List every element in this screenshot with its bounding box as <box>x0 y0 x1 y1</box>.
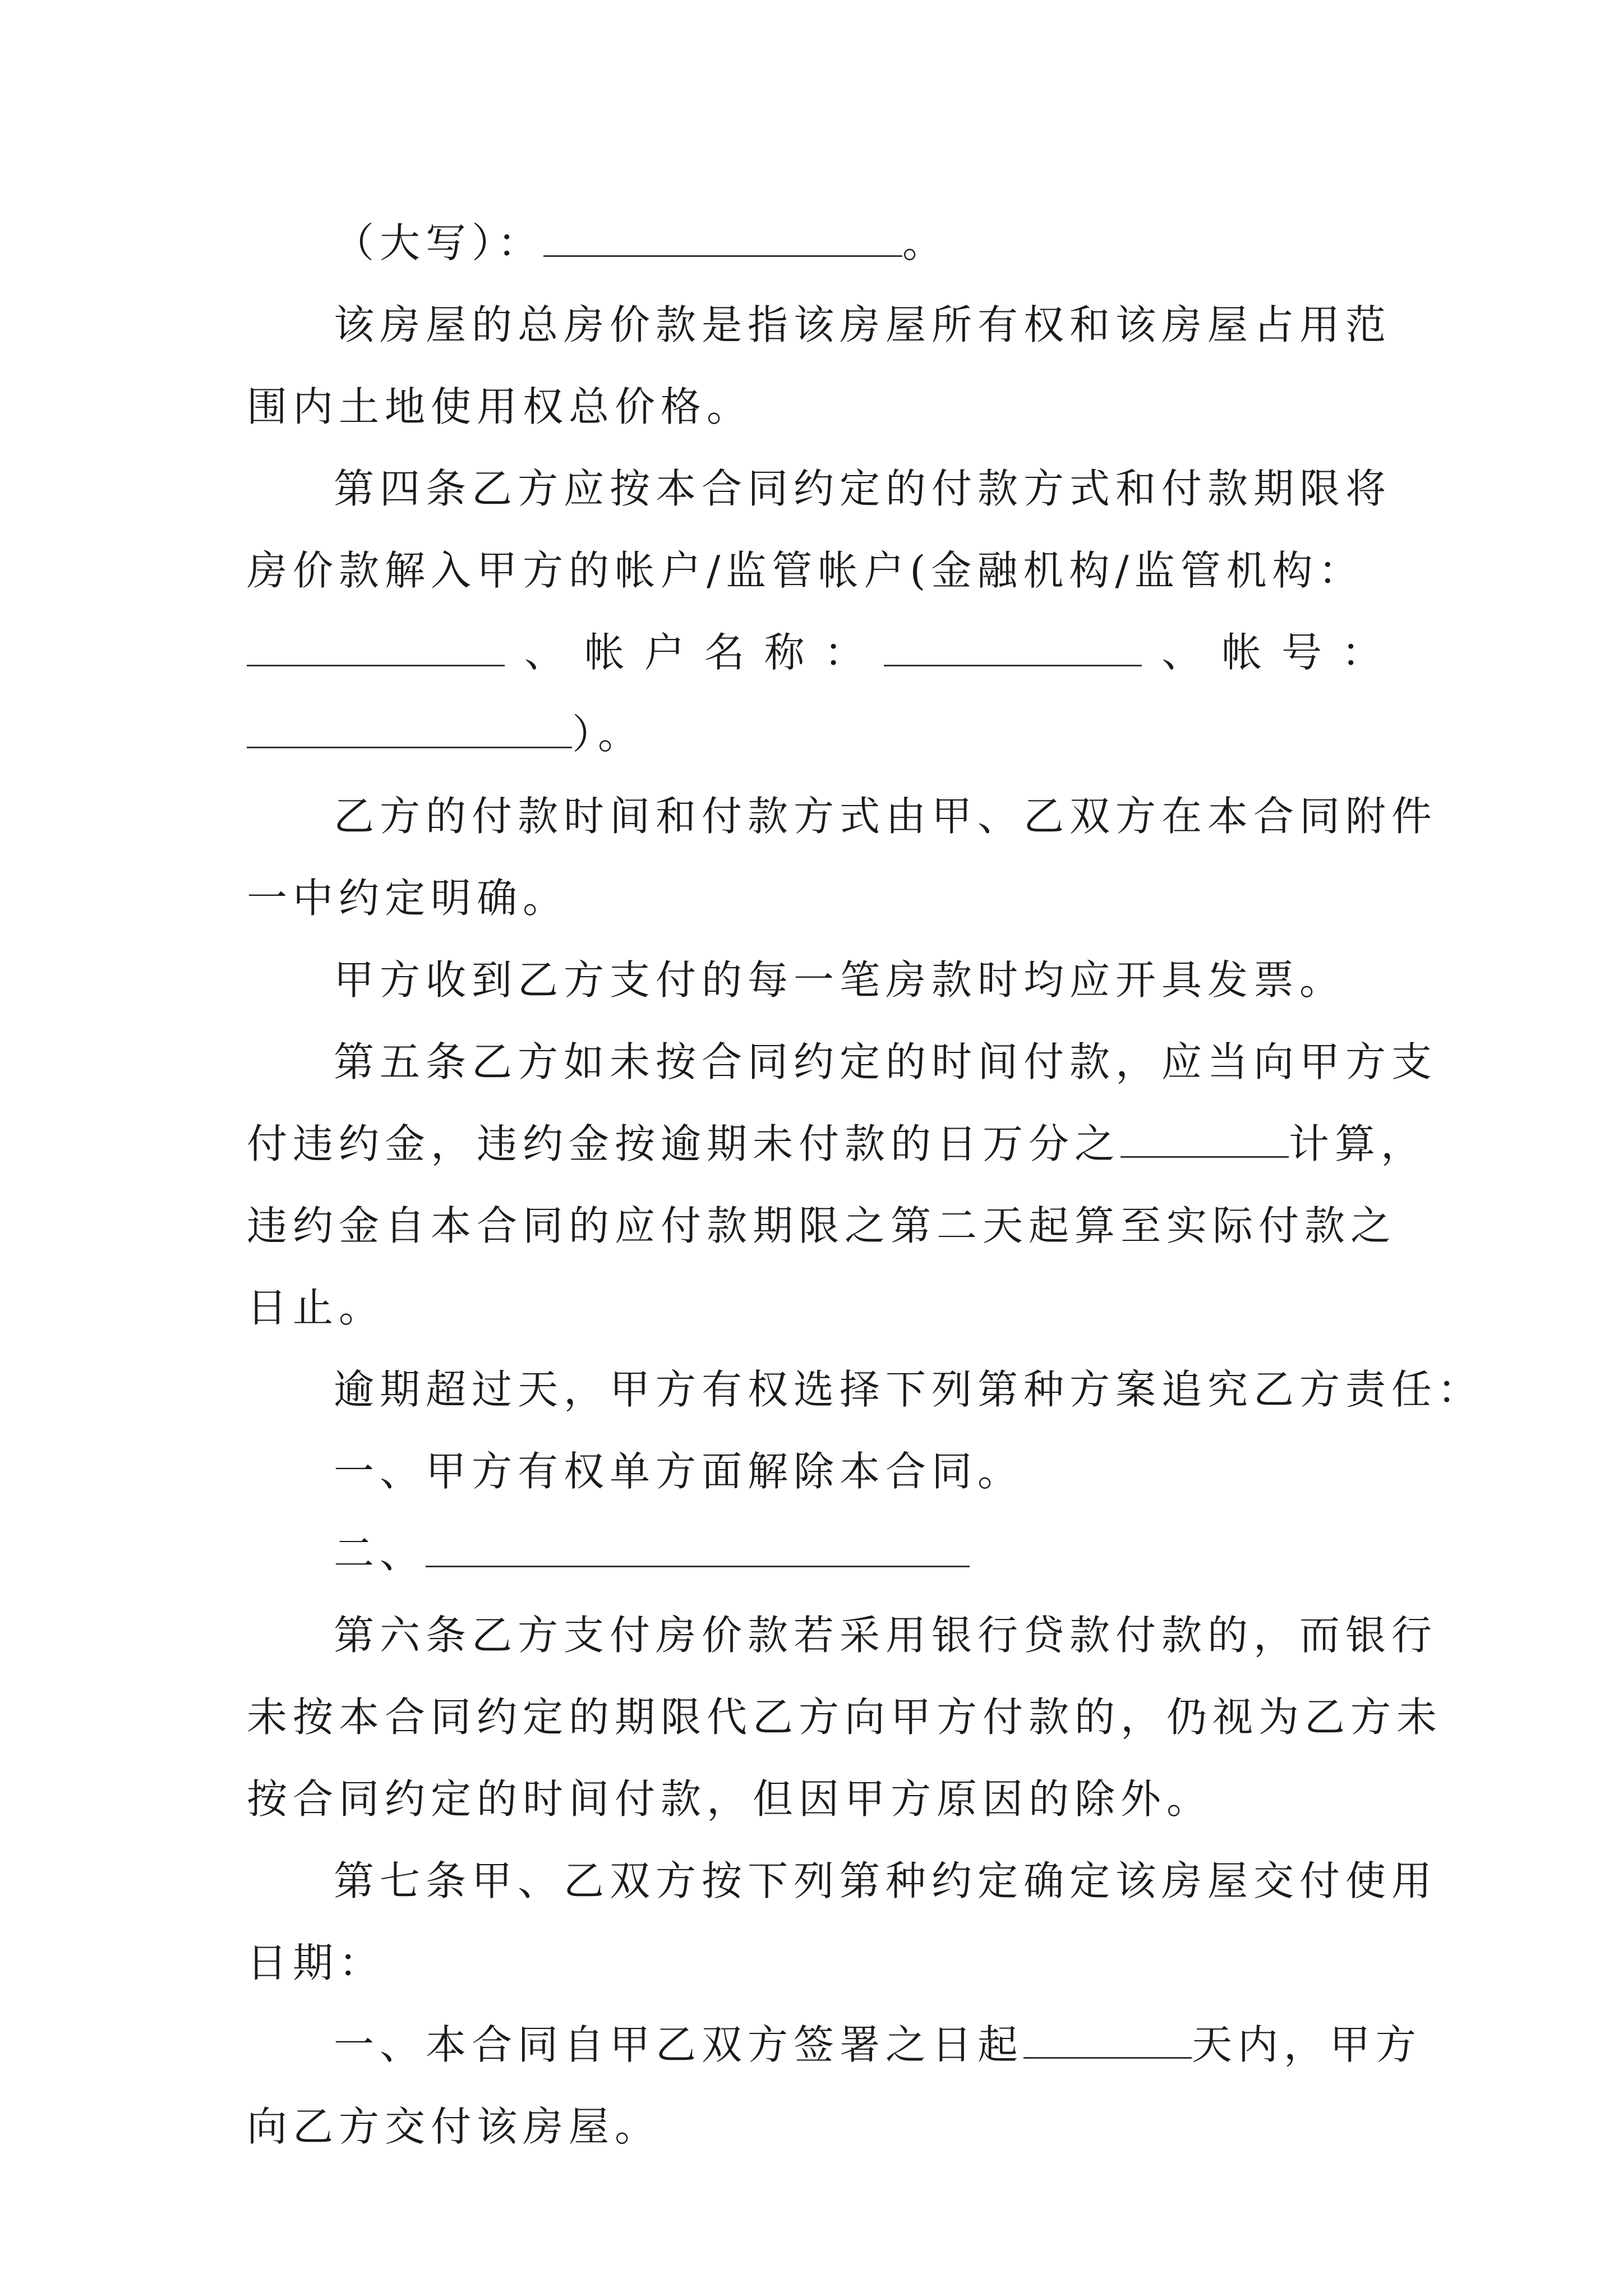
line-penalty-rate <box>247 1103 1427 1185</box>
paragraph-line: 违约金自本合同的应付款期限之第二天起算至实际付款之 <box>247 1202 1397 1249</box>
blank-field-account-number[interactable] <box>247 712 572 748</box>
text: 户 <box>644 629 685 676</box>
text: 。 <box>902 219 949 266</box>
blank-field-delivery-days[interactable] <box>1023 2022 1192 2059</box>
paragraph-line: 一中约定明确。 <box>247 875 569 922</box>
paragraph-line: 乙方的付款时间和付款方式由甲、乙双方在本合同附件 <box>334 793 1438 840</box>
text: 、 <box>524 629 565 676</box>
line-account-info <box>247 611 1382 693</box>
text: 、 <box>1161 629 1202 676</box>
paragraph-line: 逾期超过天，甲方有权选择下列第种方案追究乙方责任： <box>334 1366 1484 1413</box>
article-6-title-line: 第六条乙方支付房价款若采用银行贷款付款的，而银行 <box>334 1612 1438 1659</box>
blank-field-uppercase-amount[interactable] <box>543 220 902 257</box>
paragraph-line: 未按本合同约定的期限代乙方向甲方付款的，仍视为乙方未 <box>247 1694 1443 1741</box>
text: 一、本合同自甲乙双方签署之日起 <box>334 2021 1024 2068</box>
text: 付违约金，违约金按逾期未付款的日万分之 <box>247 1120 1121 1167</box>
line-uppercase-amount <box>247 202 1382 284</box>
contract-page <box>247 202 1484 2168</box>
line-option-two <box>247 1512 1382 1594</box>
paragraph-line: 向乙方交付该房屋。 <box>247 2103 661 2150</box>
article-7-title-line: 第七条甲、乙双方按下列第种约定确定该房屋交付使用 <box>334 1857 1438 1904</box>
blank-field-institution[interactable] <box>247 630 505 666</box>
paragraph-line: 该房屋的总房价款是指该房屋所有权和该房屋占用范 <box>334 301 1392 348</box>
text: 二、 <box>334 1530 426 1577</box>
text: 计算， <box>1289 1120 1427 1167</box>
paragraph-line: 一、甲方有权单方面解除本合同。 <box>334 1448 1024 1495</box>
paragraph-line: 房价款解入甲方的帐户/监管帐户(金融机构/监管机构： <box>247 547 1364 594</box>
text: ： <box>824 629 865 676</box>
blank-field-option-two[interactable] <box>426 1531 970 1567</box>
paragraph-line: 按合同约定的时间付款，但因甲方原因的除外。 <box>247 1775 1213 1823</box>
paragraph-line: 日止。 <box>247 1284 385 1331</box>
text: 称 <box>764 629 805 676</box>
paragraph-line: 日期： <box>247 1939 385 1986</box>
blank-field-penalty-rate[interactable] <box>1121 1121 1289 1158</box>
line-account-number <box>247 693 1382 775</box>
article-4-title-line: 第四条乙方应按本合同约定的付款方式和付款期限将 <box>334 465 1392 512</box>
text: 帐 <box>584 629 625 676</box>
line-delivery-days <box>247 2004 1422 2086</box>
text: 号 <box>1281 629 1322 676</box>
paragraph-line: 甲方收到乙方支付的每一笔房款时均应开具发票。 <box>334 956 1346 1004</box>
text: （大写）： <box>334 219 544 266</box>
text: ： <box>1341 629 1382 676</box>
text: 天内，甲方 <box>1192 2021 1422 2068</box>
article-5-title-line: 第五条乙方如未按合同约定的时间付款，应当向甲方支 <box>334 1038 1438 1085</box>
text: 名 <box>704 629 745 676</box>
text: ）。 <box>572 711 644 758</box>
text: 帐 <box>1221 629 1262 676</box>
paragraph-line: 围内土地使用权总价格。 <box>247 383 753 430</box>
blank-field-account-name[interactable] <box>884 630 1142 666</box>
